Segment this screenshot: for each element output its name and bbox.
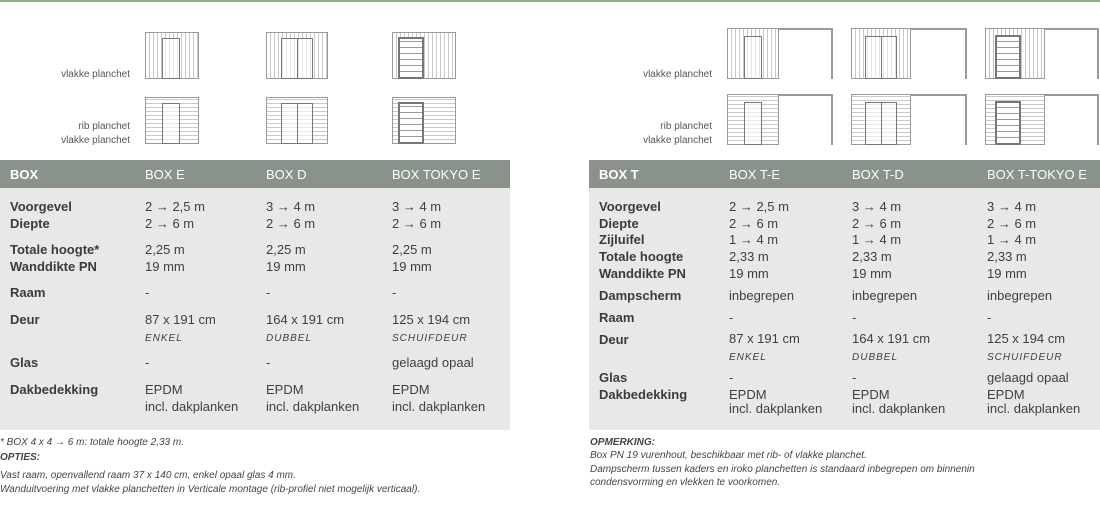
right-row-wanddikte-label: Wanddikte PN xyxy=(599,266,686,281)
right-hoogte-td: 2,33 m xyxy=(852,249,892,264)
right-row-glas-label: Glas xyxy=(599,370,628,385)
left-row-glas-label: Glas xyxy=(10,355,39,370)
right-dak-tt-sub: incl. dakplanken xyxy=(987,401,1081,416)
label-rib-text-2-right: vlakke planchet xyxy=(643,135,712,146)
left-wanddikte-d: 19 mm xyxy=(266,259,306,274)
left-raam-e: - xyxy=(145,285,150,300)
right-voorgevel-tt: 3 → 4 m xyxy=(987,199,1037,214)
left-deur-e-type: ENKEL xyxy=(145,333,183,344)
left-row-wanddikte-label: Wanddikte PN xyxy=(10,259,97,274)
right-row-hoogte-label: Totale hoogte xyxy=(599,249,684,264)
left-diepte-d: 2 → 6 m xyxy=(266,216,316,231)
illustration-box-tokyo-flat xyxy=(392,32,456,79)
right-glas-te: - xyxy=(729,370,734,385)
left-glas-tokyo: gelaagd opaal xyxy=(392,355,474,370)
label-rib-text-2: vlakke planchet xyxy=(61,135,130,146)
left-dak-e: EPDM xyxy=(145,382,183,397)
right-header-box-t-e: BOX T-E xyxy=(729,167,781,182)
right-deur-td: 164 x 191 cm xyxy=(852,331,931,346)
illustration-box-e-rib xyxy=(145,97,199,144)
illustration-box-t-tokyo-flat xyxy=(985,28,1099,79)
right-row-dampscherm-label: Dampscherm xyxy=(599,288,682,303)
illustration-box-t-d-flat xyxy=(851,28,967,79)
left-hoogte-d: 2,25 m xyxy=(266,242,306,257)
left-raam-d: - xyxy=(266,285,271,300)
left-deur-tokyo-type: SCHUIFDEUR xyxy=(392,333,468,344)
left-row-voorgevel-label: Voorgevel xyxy=(10,199,72,214)
right-opmerking-line-2: Dampscherm tussen kaders en iroko planchetten is standaard inbegrepen om binnenin xyxy=(590,464,975,475)
left-hoogte-tokyo: 2,25 m xyxy=(392,242,432,257)
left-dak-d: EPDM xyxy=(266,382,304,397)
right-hoogte-tt: 2,33 m xyxy=(987,249,1027,264)
right-opmerking-line-1: Box PN 19 vurenhout, beschikbaar met rib- of vlakke planchet. xyxy=(590,450,867,461)
illustration-box-tokyo-rib xyxy=(392,97,456,144)
right-wanddikte-tt: 19 mm xyxy=(987,266,1027,281)
right-voorgevel-te: 2 → 2,5 m xyxy=(729,199,789,214)
left-hoogte-e: 2,25 m xyxy=(145,242,185,257)
left-spec-table xyxy=(0,160,510,430)
left-header-box-tokyo: BOX TOKYO E xyxy=(392,167,481,182)
left-header-box-d: BOX D xyxy=(266,167,307,182)
right-raam-tt: - xyxy=(987,310,992,325)
right-row-diepte-label: Diepte xyxy=(599,216,639,231)
right-hoogte-te: 2,33 m xyxy=(729,249,769,264)
left-header-box: BOX xyxy=(10,167,39,182)
label-rib-planchet-right xyxy=(602,120,712,148)
right-deur-tt-type: SCHUIFDEUR xyxy=(987,352,1063,363)
left-voorgevel-e: 2 → 2,5 m xyxy=(145,199,205,214)
right-raam-te: - xyxy=(729,310,734,325)
right-deur-te-type: ENKEL xyxy=(729,352,767,363)
right-dak-te-sub: incl. dakplanken xyxy=(729,401,823,416)
right-glas-tt: gelaagd opaal xyxy=(987,370,1069,385)
left-deur-d-type: DUBBEL xyxy=(266,333,313,344)
left-voorgevel-d: 3 → 4 m xyxy=(266,199,316,214)
top-accent-line xyxy=(0,0,1100,2)
illustration-box-t-tokyo-rib xyxy=(985,94,1099,145)
right-wanddikte-te: 19 mm xyxy=(729,266,769,281)
right-row-voorgevel-label: Voorgevel xyxy=(599,199,661,214)
left-opties-title-text: OPTIES: xyxy=(0,452,41,463)
left-opties-title xyxy=(0,452,40,464)
right-dampscherm-te: inbegrepen xyxy=(729,288,795,303)
right-dak-td-sub: incl. dakplanken xyxy=(852,401,946,416)
right-dak-tt: EPDM xyxy=(987,387,1025,402)
right-deur-te: 87 x 191 cm xyxy=(729,331,800,346)
illustration-box-t-d-rib xyxy=(851,94,967,145)
left-raam-tokyo: - xyxy=(392,285,397,300)
right-spec-table xyxy=(589,160,1100,430)
right-diepte-te: 2 → 6 m xyxy=(729,216,779,231)
left-row-dak-label: Dakbedekking xyxy=(10,382,99,397)
label-vlakke-planchet xyxy=(20,68,130,82)
illustration-box-t-e-flat xyxy=(727,28,833,79)
right-row-zijluifel-label: Zijluifel xyxy=(599,232,645,247)
left-dak-tokyo: EPDM xyxy=(392,382,430,397)
left-wanddikte-e: 19 mm xyxy=(145,259,185,274)
right-table-header xyxy=(589,160,1100,188)
right-opmerking-line-3: condensvorming en vlekken te voorkomen. xyxy=(590,477,781,488)
right-dampscherm-td: inbegrepen xyxy=(852,288,918,303)
right-opmerking-title xyxy=(590,437,655,449)
left-dak-tokyo-sub: incl. dakplanken xyxy=(392,399,486,414)
left-header-box-e: BOX E xyxy=(145,167,185,182)
left-diepte-e: 2 → 6 m xyxy=(145,216,195,231)
right-zijluifel-tt: 1 → 4 m xyxy=(987,232,1037,247)
left-diepte-tokyo: 2 → 6 m xyxy=(392,216,442,231)
right-dak-td: EPDM xyxy=(852,387,890,402)
left-table-header xyxy=(0,160,510,188)
right-glas-td: - xyxy=(852,370,857,385)
label-rib-text-1-right: rib planchet xyxy=(660,121,712,132)
right-opmerking-title-text: OPMERKING: xyxy=(590,437,655,448)
left-deur-d: 164 x 191 cm xyxy=(266,312,345,327)
left-dak-e-sub: incl. dakplanken xyxy=(145,399,239,414)
left-glas-e: - xyxy=(145,355,150,370)
label-vlakke-text-right: vlakke planchet xyxy=(643,69,712,80)
illustration-box-t-e-rib xyxy=(727,94,833,145)
right-row-raam-label: Raam xyxy=(599,310,635,325)
left-opties-line-1: Vast raam, openvallend raam 37 x 140 cm, enkel opaal glas 4 mm. xyxy=(0,470,296,481)
illustration-box-d-flat xyxy=(266,32,328,79)
right-deur-tt: 125 x 194 cm xyxy=(987,331,1066,346)
left-row-deur-label: Deur xyxy=(10,312,40,327)
label-vlakke-planchet-right xyxy=(602,68,712,82)
right-voorgevel-td: 3 → 4 m xyxy=(852,199,902,214)
right-header-box-t-d: BOX T-D xyxy=(852,167,904,182)
right-header-box-t-tokyo: BOX T-TOKYO E xyxy=(987,167,1087,182)
right-row-deur-label: Deur xyxy=(599,332,629,347)
right-diepte-tt: 2 → 6 m xyxy=(987,216,1037,231)
left-row-raam-label: Raam xyxy=(10,285,46,300)
left-footnote: * BOX 4 x 4 → 6 m: totale hoogte 2,33 m. xyxy=(0,437,184,448)
right-dak-te: EPDM xyxy=(729,387,767,402)
illustration-box-e-flat xyxy=(145,32,199,79)
right-row-dak-label: Dakbedekking xyxy=(599,387,688,402)
left-deur-tokyo: 125 x 194 cm xyxy=(392,312,471,327)
right-diepte-td: 2 → 6 m xyxy=(852,216,902,231)
right-deur-td-type: DUBBEL xyxy=(852,352,899,363)
left-voorgevel-tokyo: 3 → 4 m xyxy=(392,199,442,214)
right-header-box-t: BOX T xyxy=(599,167,639,182)
illustration-box-d-rib xyxy=(266,97,328,144)
left-row-hoogte-label: Totale hoogte* xyxy=(10,242,100,257)
label-vlakke-text: vlakke planchet xyxy=(61,69,130,80)
left-glas-d: - xyxy=(266,355,271,370)
right-dampscherm-tt: inbegrepen xyxy=(987,288,1053,303)
left-row-diepte-label: Diepte xyxy=(10,216,50,231)
right-zijluifel-te: 1 → 4 m xyxy=(729,232,779,247)
left-opties-line-2: Wanduitvoering met vlakke planchetten in Verticale montage (rib-profiel niet mogelijk verticaal). xyxy=(0,484,421,495)
right-wanddikte-td: 19 mm xyxy=(852,266,892,281)
left-dak-d-sub: incl. dakplanken xyxy=(266,399,360,414)
label-rib-planchet xyxy=(20,120,130,148)
left-wanddikte-tokyo: 19 mm xyxy=(392,259,432,274)
label-rib-text-1: rib planchet xyxy=(78,121,130,132)
left-deur-e: 87 x 191 cm xyxy=(145,312,216,327)
right-zijluifel-td: 1 → 4 m xyxy=(852,232,902,247)
right-raam-td: - xyxy=(852,310,857,325)
